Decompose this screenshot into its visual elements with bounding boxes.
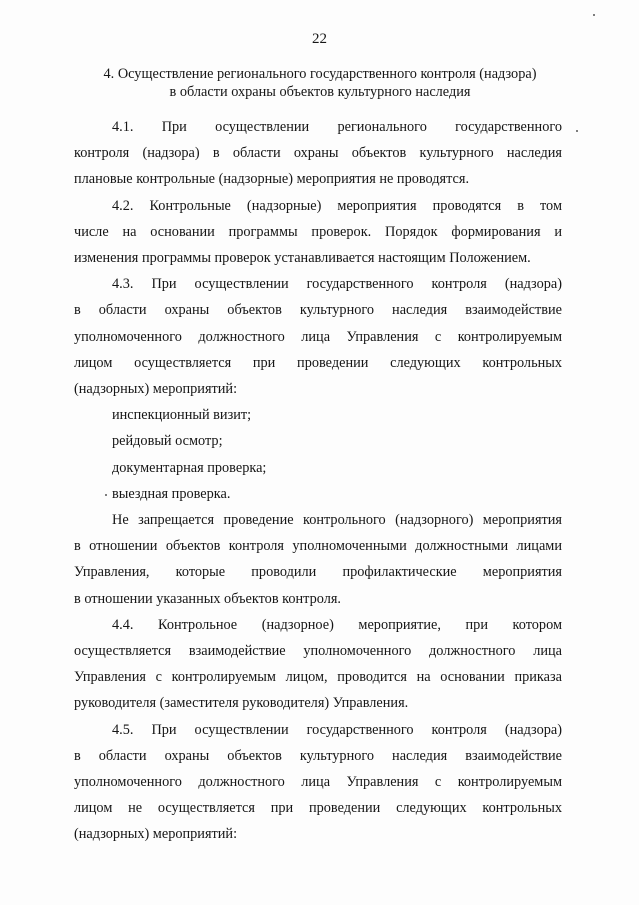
- paragraph-4-2: [74, 193, 562, 272]
- section-heading: [70, 65, 570, 101]
- paragraph-line: Управления с контролируемым лицом, проводится на основании приказа: [74, 669, 562, 686]
- paragraph-line: уполномоченного должностного лица Управления с контролируемым: [74, 328, 562, 345]
- paragraph-line: плановые контрольные (надзорные) мероприятия не проводятся.: [74, 171, 470, 188]
- paragraph-line: в области охраны объектов культурного наследия взаимодействие: [74, 747, 562, 764]
- paragraph-line: осуществляется взаимодействие уполномоченного должностного лица: [74, 643, 562, 660]
- paragraph-4-4: [74, 612, 562, 717]
- paragraph-line: (надзорных) мероприятий:: [74, 381, 238, 398]
- paragraph-line: контроля (надзора) в области охраны объектов культурного наследия: [74, 145, 562, 162]
- body-block-1: [74, 114, 562, 848]
- paragraph-4-1: [74, 114, 562, 193]
- paragraph-line: числе на основании программы проверок. Порядок формирования и: [74, 223, 562, 240]
- paragraph-line: 4.3. При осуществлении государственного контроля (надзора): [112, 276, 562, 293]
- scan-speck: [593, 14, 595, 16]
- paragraph-line: Не запрещается проведение контрольного (надзорного) мероприятия: [112, 512, 562, 529]
- section-heading-line-2: в области охраны объектов культурного наследия: [169, 84, 471, 100]
- paragraph-line: в области охраны объектов культурного наследия взаимодействие: [74, 302, 562, 319]
- paragraph-4-5: [74, 717, 562, 848]
- paragraph-line: в отношении объектов контроля уполномоченными должностными лицами: [74, 538, 562, 555]
- paragraph-line: лицом осуществляется при проведении следующих контрольных: [74, 354, 562, 371]
- paragraph-line: 4.1. При осуществлении регионального государственного: [112, 119, 562, 135]
- paragraph-not-prohibited: [74, 507, 562, 612]
- paragraph-4-3: [74, 271, 562, 402]
- list-item: инспекционный визит;: [112, 407, 252, 424]
- list-item: документарная проверка;: [112, 459, 267, 476]
- paragraph-line: 4.5. При осуществлении государственного контроля (надзора): [112, 721, 562, 738]
- paragraph-line: (надзорных) мероприятий:: [74, 826, 238, 843]
- paragraph-line: 4.4. Контрольное (надзорное) мероприятие, при котором: [112, 616, 562, 633]
- paragraph-line: изменения программы проверок устанавливается настоящим Положением.: [74, 250, 531, 267]
- paragraph-line: Управления, которые проводили профилактические мероприятия: [74, 564, 562, 581]
- paragraph-line: 4.2. Контрольные (надзорные) мероприятия проводятся в том: [112, 197, 562, 214]
- list-item: рейдовый осмотр;: [112, 433, 223, 450]
- section-heading-line-1: 4. Осуществление регионального государственного контроля (надзора): [103, 66, 537, 82]
- list-item: выездная проверка.: [112, 485, 231, 502]
- paragraph-line: лицом не осуществляется при проведении следующих контрольных: [74, 800, 562, 817]
- scan-speck: [105, 494, 107, 496]
- paragraph-line: руководителя (заместителя руководителя) Управления.: [74, 695, 409, 712]
- scan-speck: [576, 130, 578, 132]
- paragraph-line: уполномоченного должностного лица Управления с контролируемым: [74, 774, 562, 791]
- paragraph-line: в отношении указанных объектов контроля.: [74, 590, 341, 607]
- page-number: 22: [312, 31, 327, 47]
